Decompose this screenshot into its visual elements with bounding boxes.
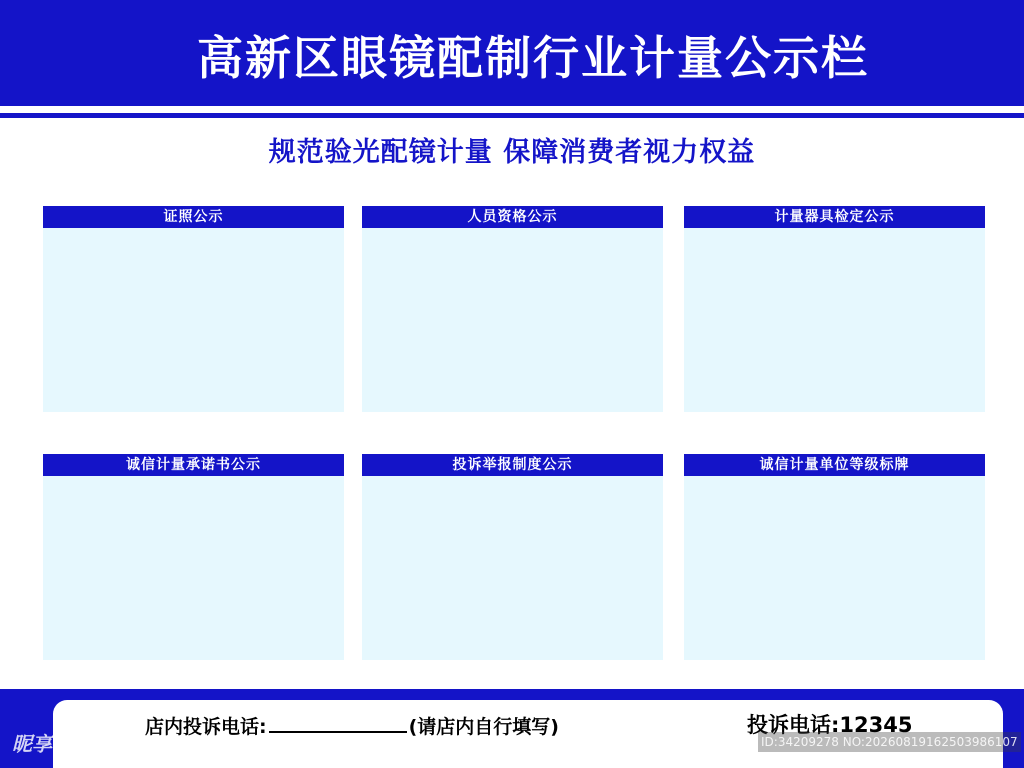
panel-title: 计量器具检定公示 (684, 206, 985, 228)
panel-display-area (43, 228, 344, 412)
panel-display-area (43, 476, 344, 660)
panel-instrument-verification (684, 206, 985, 412)
watermark-site (12, 730, 191, 758)
complaint-fill-note: (请店内自行填写) (408, 716, 559, 738)
watermark-url: www.nipic.com (78, 737, 192, 755)
header-divider (0, 113, 1024, 118)
panel-complaint-policy (362, 454, 663, 660)
panel-display-area (362, 476, 663, 660)
panel-display-area (684, 228, 985, 412)
page-title: 高新区眼镜配制行业计量公示栏 (197, 31, 869, 85)
panel-title: 投诉举报制度公示 (362, 454, 663, 476)
panel-license (43, 206, 344, 412)
store-complaint-line (145, 711, 559, 741)
panel-staff-qualification (362, 206, 663, 412)
watermark-id: ID:34209278 NO:20260819162503986107 (758, 732, 1021, 752)
panel-integrity-rating (684, 454, 985, 660)
hotline-number: 投诉电话:12345 (747, 713, 913, 737)
panel-title: 诚信计量单位等级标牌 (684, 454, 985, 476)
panel-title: 人员资格公示 (362, 206, 663, 228)
panel-integrity-pledge (43, 454, 344, 660)
panel-title: 诚信计量承诺书公示 (43, 454, 344, 476)
panel-display-area (684, 476, 985, 660)
panel-display-area (362, 228, 663, 412)
watermark-logo-text: 昵享网 (12, 732, 72, 756)
header-banner (0, 0, 1024, 106)
phone-fill-blank (269, 711, 407, 733)
slogan: 规范验光配镜计量 保障消费者视力权益 (268, 137, 756, 168)
panel-title: 证照公示 (43, 206, 344, 228)
complaint-phone-label: 店内投诉电话: (145, 716, 267, 738)
